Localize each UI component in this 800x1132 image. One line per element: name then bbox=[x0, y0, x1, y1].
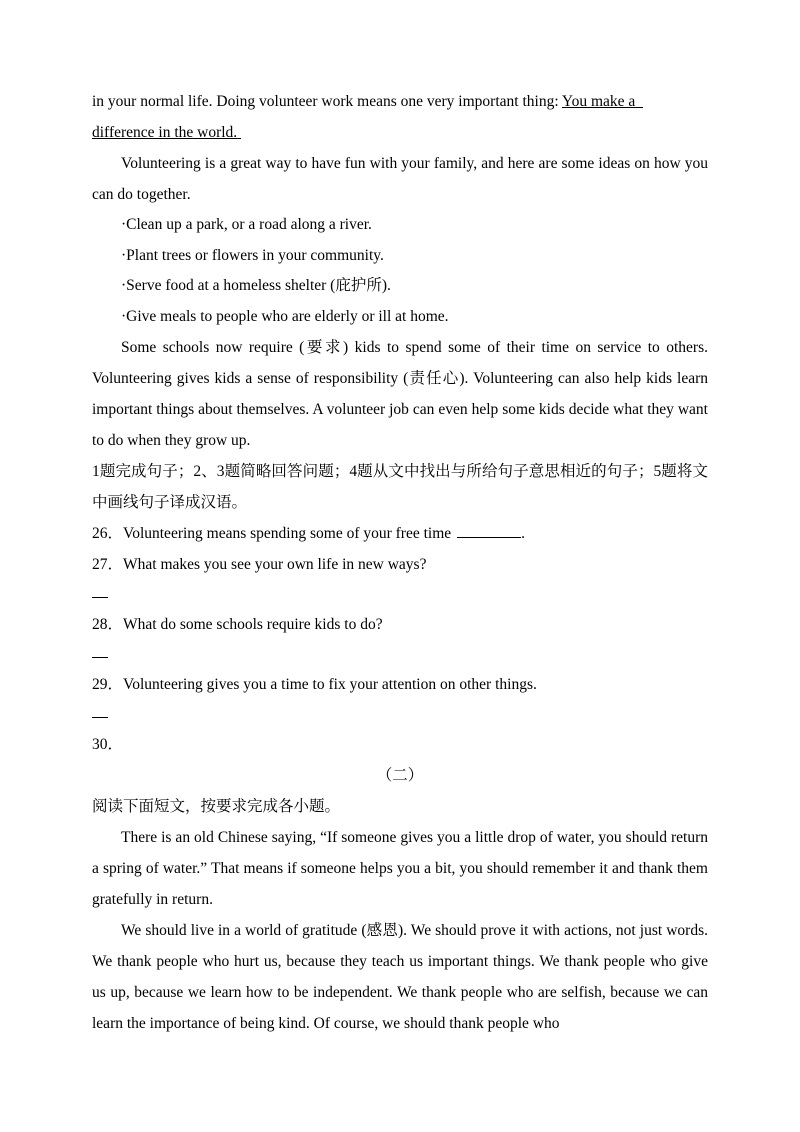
passage-paragraph-3: Some schools now require (要求) kids to spend some of their time on service to others. Volunteering gives kids a sense of responsibility (责任心). Volunteering can also help kids learn important things about themselves. A volunteer job can even help some kids decide what they want to do when they grow up. bbox=[92, 339, 708, 449]
passage-text: in your normal life. Doing volunteer work means one very important thing: bbox=[92, 93, 562, 110]
bullet-item: ·Plant trees or flowers in your community. bbox=[121, 246, 384, 264]
section2-paragraph-2: We should live in a world of gratitude (感恩). We should prove it with actions, not just words. We thank people who hurt us, because they teach us important things. We thank people who give us up, because we learn how to be independent. We thank people who are selfish, because we can learn the importance of being kind. Of course, we should thank people who bbox=[92, 922, 708, 1032]
bullet-item: ·Give meals to people who are elderly or ill at home. bbox=[121, 307, 449, 325]
answer-line[interactable] bbox=[92, 580, 108, 598]
underlined-sentence-part-1: You make a bbox=[561, 93, 636, 110]
section2-paragraph-1: There is an old Chinese saying, “If someone gives you a little drop of water, you should return a spring of water.” That means if someone helps you a bit, you should remember it and thank them gratefully in return. bbox=[92, 829, 708, 908]
passage-paragraph-2: Volunteering is a great way to have fun with your family, and here are some ideas on how you can do together. bbox=[92, 155, 708, 203]
bullet-item: ·Serve food at a homeless shelter (庇护所). bbox=[121, 277, 391, 294]
section-heading: （二） bbox=[376, 767, 424, 784]
question-26 bbox=[92, 518, 708, 549]
question-27: 27．What makes you see your own life in new ways? bbox=[92, 556, 427, 573]
document-page bbox=[92, 86, 708, 1039]
question-30: 30． bbox=[92, 736, 124, 753]
underlined-sentence-part-2: difference in the world. bbox=[92, 124, 238, 141]
question-period: . bbox=[521, 525, 526, 542]
passage-line-1 bbox=[92, 86, 708, 117]
answer-line[interactable] bbox=[92, 640, 108, 658]
question-28: 28．What do some schools require kids to do? bbox=[92, 616, 383, 633]
bullet-item: ·Clean up a park, or a road along a river. bbox=[121, 216, 372, 233]
underlined-space bbox=[635, 93, 643, 110]
question-text: 26．Volunteering means spending some of your free time bbox=[92, 525, 452, 542]
passage-line-2 bbox=[92, 117, 708, 148]
answer-blank[interactable] bbox=[457, 523, 521, 538]
answer-line[interactable] bbox=[92, 700, 108, 718]
instructions: 1题完成句子；2、3题简略回答问题；4题从文中找出与所给句子意思相近的句子；5题将文中画线句子译成汉语。 bbox=[92, 463, 708, 511]
question-29: 29．Volunteering gives you a time to fix your attention on other things. bbox=[92, 676, 537, 693]
underlined-space bbox=[237, 124, 241, 141]
section-instructions: 阅读下面短文，按要求完成各小题。 bbox=[92, 798, 341, 815]
